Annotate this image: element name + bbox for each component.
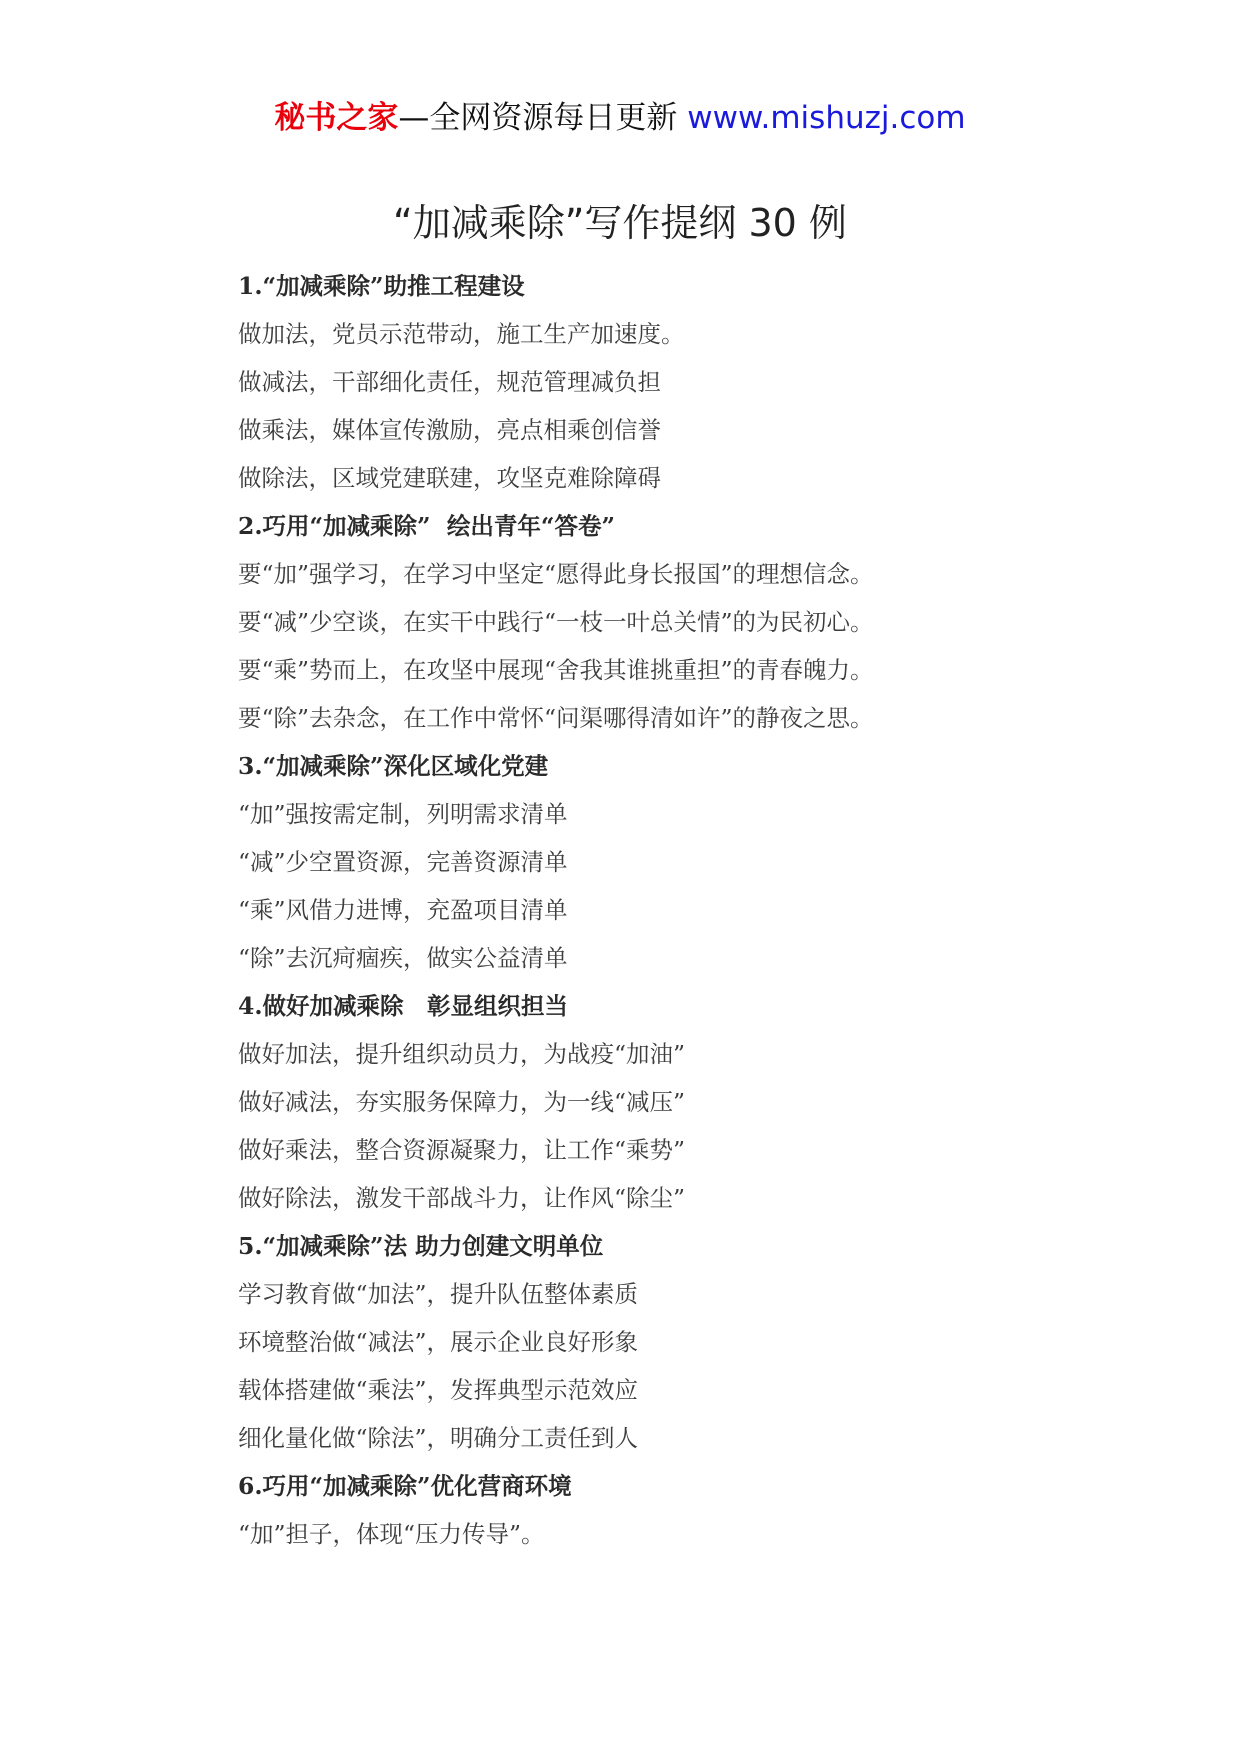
outline-line: 做加法，党员示范带动，施工生产加速度。: [238, 320, 685, 348]
outline-line: 要“减”少空谈，在实干中践行“一枝一叶总关情”的为民初心。: [238, 608, 874, 636]
section-2: [238, 502, 1018, 742]
outline-line: 要“乘”势而上，在攻坚中展现“舍我其谁挑重担”的青春魄力。: [238, 656, 874, 684]
outline-line: 细化量化做“除法”，明确分工责任到人: [238, 1424, 639, 1452]
outline-line: 学习教育做“加法”，提升队伍整体素质: [238, 1280, 639, 1308]
section-3: [238, 742, 1018, 982]
site-header: [0, 98, 1240, 138]
outline-line: “乘”风借力进博，充盈项目清单: [238, 896, 568, 924]
section-heading: 6.巧用“加减乘除”优化营商环境: [238, 1472, 572, 1500]
outline-line: 要“除”去杂念，在工作中常怀“问渠哪得清如许”的静夜之思。: [238, 704, 874, 732]
outline-line: “除”去沉疴痼疾，做实公益清单: [238, 944, 568, 972]
section-1: [238, 262, 1018, 502]
document-title: “加减乘除”写作提纲 30 例: [393, 201, 847, 245]
outline-line: “加”担子，体现“压力传导”。: [238, 1520, 545, 1548]
outline-line: 做减法，干部细化责任，规范管理减负担: [238, 368, 661, 396]
outline-line: 做乘法，媒体宣传激励，亮点相乘创信誉: [238, 416, 661, 444]
brand-name: 秘书之家: [274, 100, 399, 136]
outline-line: 环境整治做“减法”，展示企业良好形象: [238, 1328, 639, 1356]
outline-line: 要“加”强学习，在学习中坚定“愿得此身长报国”的理想信念。: [238, 560, 874, 588]
section-5: [238, 1222, 1018, 1462]
section-4: [238, 982, 1018, 1222]
section-heading: 5.“加减乘除”法 助力创建文明单位: [238, 1232, 604, 1260]
section-heading: 4.做好加减乘除 彰显组织担当: [238, 992, 569, 1020]
outline-line: 做好加法，提升组织动员力，为战疫“加油”: [238, 1040, 686, 1068]
outline-line: “减”少空置资源，完善资源清单: [238, 848, 568, 876]
section-heading: 1.“加减乘除”助推工程建设: [238, 272, 525, 300]
site-url-link[interactable]: www.mishuzj.com: [687, 100, 966, 136]
outline-line: 做好减法，夯实服务保障力，为一线“减压”: [238, 1088, 686, 1116]
header-tagline: —全网资源每日更新: [398, 100, 688, 136]
outline-line: 载体搭建做“乘法”，发挥典型示范效应: [238, 1376, 639, 1404]
section-heading: 3.“加减乘除”深化区域化党建: [238, 752, 549, 780]
outline-line: 做好除法，激发干部战斗力，让作风“除尘”: [238, 1184, 686, 1212]
section-6: [238, 1462, 1018, 1558]
section-heading: 2.巧用“加减乘除” 绘出青年“答卷”: [238, 512, 615, 540]
outline-line: “加”强按需定制，列明需求清单: [238, 800, 568, 828]
outline-line: 做好乘法，整合资源凝聚力，让工作“乘势”: [238, 1136, 686, 1164]
outline-line: 做除法，区域党建联建，攻坚克难除障碍: [238, 464, 661, 492]
document-body: [238, 262, 1018, 1558]
